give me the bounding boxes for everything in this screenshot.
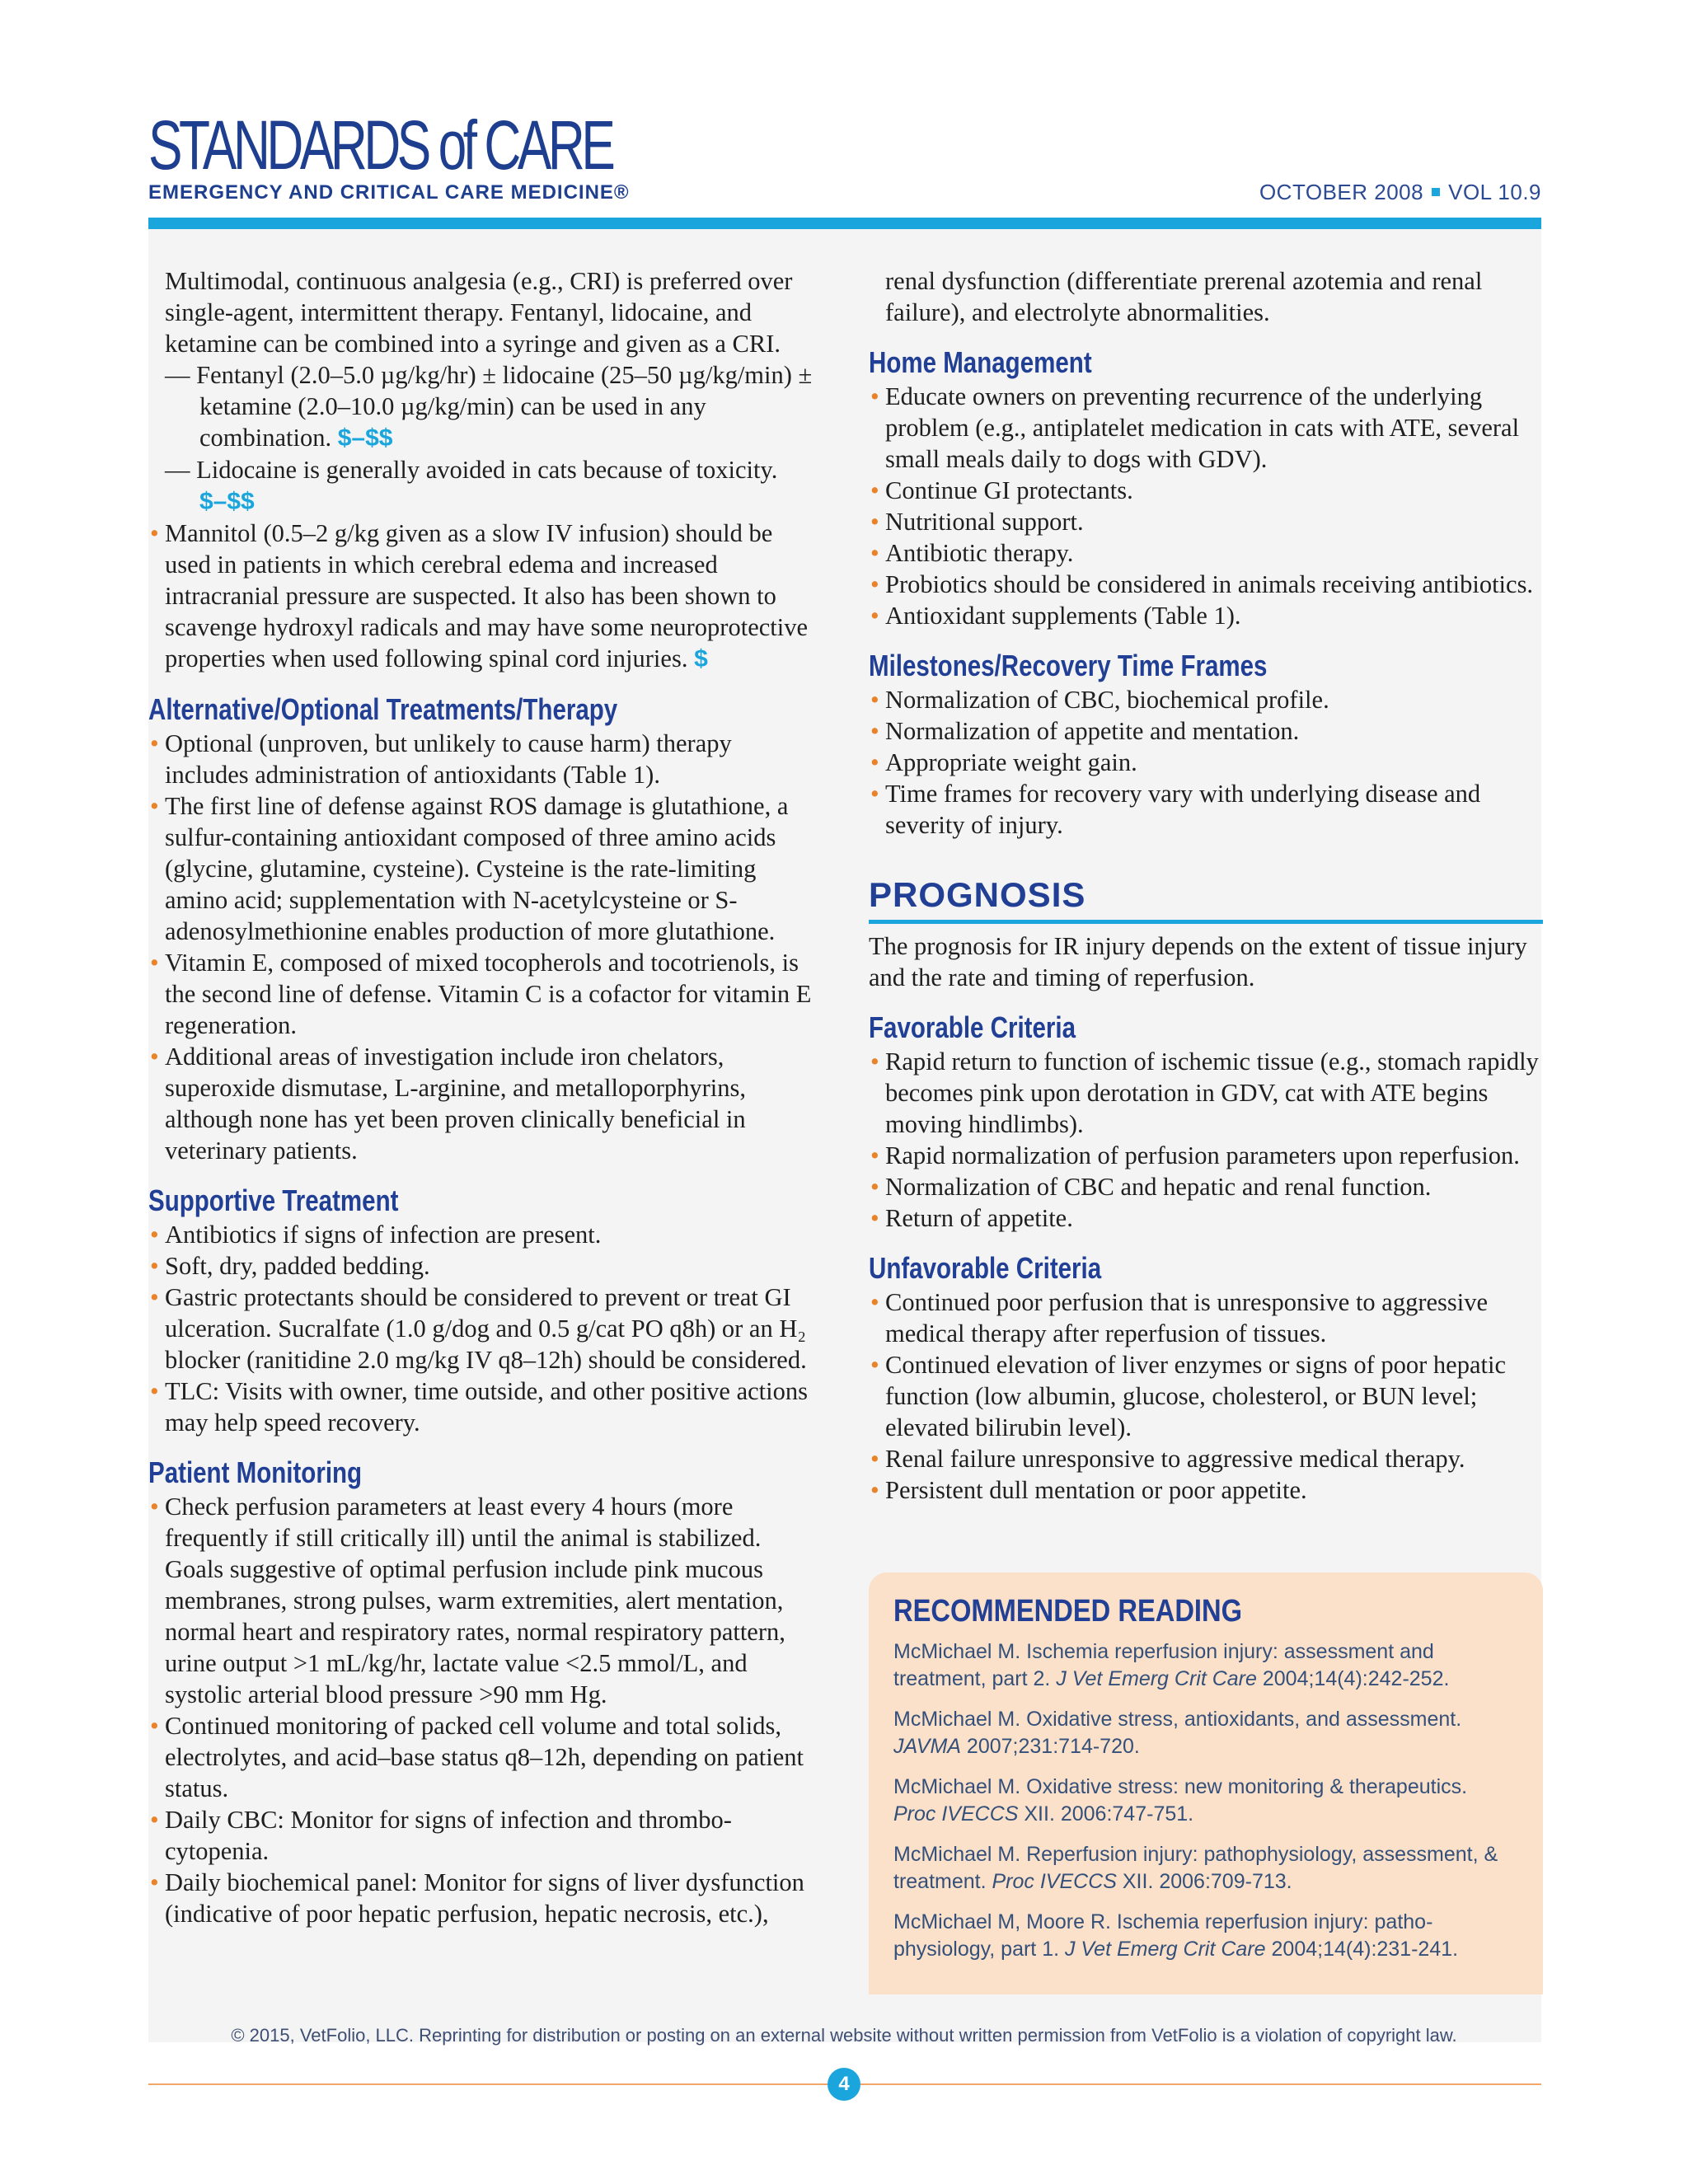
list-item (148, 1250, 820, 1282)
list-item-text: Rapid return to function of ischemic tissue (e.g., stomach rapidly becomes pink upon derotation in GDV, cat with ATE begins moving hindlimbs). (885, 1047, 1539, 1138)
list-item-text: Probiotics should be considered in animals receiving antibiotics. (885, 570, 1534, 598)
supportive-list (148, 1219, 820, 1438)
reference-text: McMichael M. Ischemia reperfusion injury: assessment and treatment, part 2. (893, 1640, 1434, 1690)
list-item-text: Antibiotic therapy. (885, 539, 1074, 567)
list-item-text: Daily CBC: Monitor for signs of infection and thrombo-cytopenia. (165, 1806, 732, 1865)
list-item-text: Educate owners on preventing recurrence of the underlying problem (e.g., antiplatelet medication in cats with ATE, several small meals daily to dogs with GDV). (885, 382, 1520, 473)
intro-block (148, 265, 820, 675)
fentanyl-dash-item (148, 359, 820, 454)
list-item (869, 1443, 1543, 1474)
list-item-text: Normalization of CBC, biochemical profile. (885, 686, 1329, 714)
list-item (148, 1041, 820, 1166)
issue-volume: VOL 10.9 (1448, 180, 1541, 204)
cost-indicator: $–$$ (199, 488, 255, 515)
unfavorable-section (869, 1250, 1543, 1506)
milestones-section (869, 648, 1543, 841)
list-item-text: Vitamin E, composed of mixed tocopherols and tocotrienols, is the second line of defense. Vitamin C is a cofactor for vitamin E regeneration. (165, 949, 812, 1039)
list-item (869, 1171, 1543, 1202)
bullet-icon: • (870, 602, 879, 630)
list-item (148, 518, 820, 675)
list-item-text: The first line of defense against ROS damage is glutathione, a sulfur-containing antioxidant composed of three amino acids (glycine, glutamine, cysteine). Cysteine is the rate-limiting amino acid; supplementation with N-acetylcysteine or S-adenosylmethionine enables production of more glutathione. (165, 792, 789, 945)
bullet-icon: • (870, 1445, 879, 1473)
reading-heading: RECOMMENDED READING (893, 1594, 1243, 1629)
list-item-text: Continued poor perfusion that is unresponsive to aggressive medical therapy after reperfusion of tissues. (885, 1288, 1489, 1347)
list-item (869, 1474, 1543, 1506)
list-item-text: TLC: Visits with owner, time outside, and other positive actions may help speed recovery. (165, 1377, 808, 1436)
monitoring-list (148, 1491, 820, 1929)
list-item-text: Normalization of CBC and hepatic and renal function. (885, 1173, 1432, 1201)
reference-text: McMichael M. Oxidative stress: new monitoring & therapeutics. (893, 1775, 1468, 1798)
alternative-list (148, 728, 820, 1166)
left-column (148, 265, 820, 1929)
list-item (869, 778, 1543, 841)
home-list (869, 381, 1543, 631)
home-section (869, 344, 1543, 631)
bullet-icon: • (150, 519, 159, 547)
list-item-text: Antibiotics if signs of infection are present. (165, 1221, 602, 1249)
section-heading: Milestones/Recovery Time Frames (869, 649, 1268, 682)
mannitol-list (148, 518, 820, 675)
bullet-icon: • (870, 382, 879, 410)
list-item (148, 1867, 820, 1929)
reference-text: McMichael M. Reperfusion injury: pathophysiology, assessment, & treatment. (893, 1843, 1498, 1893)
list-item (148, 1219, 820, 1250)
bullet-icon: • (870, 1047, 879, 1076)
reference-item (893, 1638, 1515, 1693)
list-item (148, 1804, 820, 1867)
bullet-icon: • (870, 1476, 879, 1504)
reference-citation: 2004;14(4):242-252. (1256, 1667, 1450, 1690)
list-item (148, 790, 820, 947)
bullet-icon: • (150, 1252, 159, 1280)
reference-item (893, 1841, 1515, 1896)
bullet-icon: • (150, 1221, 159, 1249)
copyright-notice: © 2015, VetFolio, LLC. Reprinting for distribution or posting on an external website without written permission from VetFolio is a violation of copyright law. (231, 2025, 1457, 2046)
logo-title: STANDARDS of CARE (148, 106, 612, 184)
list-item (869, 569, 1543, 600)
bullet-icon: • (870, 508, 879, 536)
cost-indicator: $ (694, 645, 708, 673)
reference-item (893, 1706, 1515, 1760)
section-heading: Unfavorable Criteria (869, 1251, 1102, 1285)
list-item-text: Gastric protectants should be considered to prevent or treat GI ulceration. Sucralfate (1.0 g/dog and 0.5 g/cat PO q8h) or an H₂ blocker (ranitidine 2.0 mg/kg IV q8–12h) should be considered. (165, 1283, 807, 1374)
bullet-icon: • (150, 1043, 159, 1071)
unfavorable-list (869, 1286, 1543, 1506)
issue-info (1259, 180, 1541, 205)
prognosis-section (869, 875, 1543, 993)
issue-date: OCTOBER 2008 (1259, 180, 1424, 204)
bullet-icon: • (870, 1351, 879, 1379)
list-item (869, 684, 1543, 715)
list-item-text: Check perfusion parameters at least every 4 hours (more frequently if still critically ill) until the animal is stabilized. Goals suggestive of optimal perfusion include pink mucous membranes, strong pulses, warm extremities, alert mentation, normal heart and respiratory rates, normal respiratory pattern, urine output >1 mL/kg/hr, lactate value <2.5 mmol/L, and systolic arterial blood pressure >90 mm Hg. (165, 1493, 785, 1708)
bullet-icon: • (870, 717, 879, 745)
bullet-icon: • (870, 748, 879, 776)
bullet-icon: • (870, 1173, 879, 1201)
reference-citation: 2004;14(4):231-241. (1265, 1938, 1459, 1961)
bullet-icon: • (150, 1712, 159, 1740)
reference-item (893, 1909, 1515, 1963)
right-column (869, 265, 1543, 1506)
section-heading: Alternative/Optional Treatments/Therapy (148, 692, 618, 726)
supportive-section (148, 1183, 820, 1438)
reference-citation: XII. 2006:709-713. (1116, 1870, 1292, 1893)
reference-text: McMichael M, Moore R. Ischemia reperfusion injury: patho-physiology, part 1. (893, 1910, 1433, 1961)
list-item (148, 728, 820, 790)
bullet-icon: • (150, 1806, 159, 1834)
list-item-text: Optional (unproven, but unlikely to cause harm) therapy includes administration of antioxidants (Table 1). (165, 729, 732, 789)
square-separator-icon (1432, 188, 1440, 196)
bullet-icon: • (870, 570, 879, 598)
bullet-icon: • (150, 949, 159, 977)
bullet-icon: • (150, 792, 159, 820)
section-heading: Patient Monitoring (148, 1455, 363, 1489)
list-item (148, 1491, 820, 1710)
header-rule (148, 218, 1541, 229)
continued-paragraph: renal dysfunction (differentiate prerenal azotemia and renal failure), and electrolyte abnormalities. (885, 267, 1483, 326)
list-item (869, 1286, 1543, 1349)
bullet-icon: • (870, 686, 879, 714)
mannitol-text: Mannitol (0.5–2 g/kg given as a slow IV infusion) should be used in patients in which cerebral edema and increased intracranial pressure are suspected. It also has been shown to scavenge hydroxyl radicals and may have some neuroprotective properties when used following spinal cord injuries. (165, 519, 808, 673)
list-item-text: Continued monitoring of packed cell volume and total solids, electrolytes, and acid–base status q8–12h, depending on patient status. (165, 1712, 804, 1802)
list-item (148, 1710, 820, 1804)
list-item-text: Rapid normalization of perfusion parameters upon reperfusion. (885, 1141, 1520, 1169)
reference-journal: J Vet Emerg Crit Care (1064, 1938, 1266, 1961)
logo-subtitle: EMERGENCY AND CRITICAL CARE MEDICINE® (148, 181, 630, 204)
bullet-icon: • (870, 780, 879, 808)
list-item-text: Continue GI protectants. (885, 476, 1133, 504)
favorable-list (869, 1046, 1543, 1234)
list-item-text: Normalization of appetite and mentation. (885, 717, 1300, 745)
section-heading: Supportive Treatment (148, 1183, 399, 1217)
section-heading: Home Management (869, 345, 1092, 379)
fentanyl-text: — Fentanyl (2.0–5.0 µg/kg/hr) ± lidocaine (25–50 µg/kg/min) ± ketamine (2.0–10.0 µg/kg/min) can be used in any combination. (165, 361, 813, 452)
lidocaine-cost-line (148, 485, 820, 518)
list-item (869, 715, 1543, 747)
list-item (869, 747, 1543, 778)
reference-citation: 2007;231:714-720. (960, 1735, 1140, 1758)
list-item (148, 947, 820, 1041)
list-item (869, 1202, 1543, 1234)
bullet-icon: • (870, 1288, 879, 1316)
list-item-text: Time frames for recovery vary with underlying disease and severity of injury. (885, 780, 1481, 839)
bullet-icon: • (150, 1283, 159, 1311)
list-item-text: Nutritional support. (885, 508, 1084, 536)
list-item-text: Additional areas of investigation include iron chelators, superoxide dismutase, L-arginine, and metalloporphyrins, although none has yet been proven clinically beneficial in veterinary patients. (165, 1043, 747, 1165)
list-item (869, 1046, 1543, 1140)
list-item-text: Return of appetite. (885, 1204, 1073, 1232)
list-item (869, 506, 1543, 537)
prognosis-heading: PROGNOSIS (869, 875, 1086, 914)
page-number: 4 (828, 2068, 860, 2101)
list-item-text: Continued elevation of liver enzymes or signs of poor hepatic function (low albumin, glucose, cholesterol, or BUN level; elevated bilirubin level). (885, 1351, 1506, 1441)
monitoring-section (148, 1455, 820, 1929)
bullet-icon: • (150, 729, 159, 757)
list-item (869, 381, 1543, 475)
prognosis-text: The prognosis for IR injury depends on the extent of tissue injury and the rate and timing of reperfusion. (869, 932, 1527, 991)
list-item (148, 1282, 820, 1376)
bullet-icon: • (870, 1204, 879, 1232)
bullet-icon: • (150, 1493, 159, 1521)
lidocaine-dash-item (148, 454, 820, 485)
list-item-text: Appropriate weight gain. (885, 748, 1137, 776)
logo (148, 106, 775, 204)
reference-journal: J Vet Emerg Crit Care (1056, 1667, 1257, 1690)
bullet-icon: • (150, 1868, 159, 1896)
prognosis-rule (869, 920, 1543, 924)
list-item (869, 475, 1543, 506)
recommended-reading-box (869, 1572, 1543, 1994)
reference-journal: Proc IVECCS (992, 1870, 1117, 1893)
bullet-icon: • (870, 476, 879, 504)
list-item (148, 1376, 820, 1438)
reference-citation: XII. 2006:747-751. (1018, 1802, 1194, 1825)
bullet-icon: • (150, 1377, 159, 1405)
list-item (869, 1140, 1543, 1171)
reference-journal: JAVMA (893, 1735, 961, 1758)
reference-item (893, 1774, 1515, 1828)
reference-journal: Proc IVECCS (893, 1802, 1019, 1825)
list-item (869, 1349, 1543, 1443)
list-item (869, 600, 1543, 631)
section-heading: Favorable Criteria (869, 1010, 1076, 1044)
list-item-text: Persistent dull mentation or poor appetite. (885, 1476, 1307, 1504)
list-item (869, 537, 1543, 569)
list-item-text: Soft, dry, padded bedding. (165, 1252, 430, 1280)
reference-text: McMichael M. Oxidative stress, antioxidants, and assessment. (893, 1708, 1462, 1731)
lidocaine-text: — Lidocaine is generally avoided in cats because of toxicity. (165, 456, 778, 484)
list-item-text: Daily biochemical panel: Monitor for signs of liver dysfunction (indicative of poor hepatic perfusion, hepatic necrosis, etc.), (165, 1868, 804, 1928)
list-item-text: Antioxidant supplements (Table 1). (885, 602, 1241, 630)
bullet-icon: • (870, 539, 879, 567)
cost-indicator: $–$$ (337, 424, 393, 452)
list-item-text: Renal failure unresponsive to aggressive medical therapy. (885, 1445, 1465, 1473)
bullet-icon: • (870, 1141, 879, 1169)
milestones-list (869, 684, 1543, 841)
alternative-section (148, 691, 820, 1166)
favorable-section (869, 1010, 1543, 1234)
intro-paragraph: Multimodal, continuous analgesia (e.g., CRI) is preferred over single-agent, intermittent therapy. Fentanyl, lidocaine, and ketamine can be combined into a syringe and given as a CRI. (165, 267, 793, 358)
